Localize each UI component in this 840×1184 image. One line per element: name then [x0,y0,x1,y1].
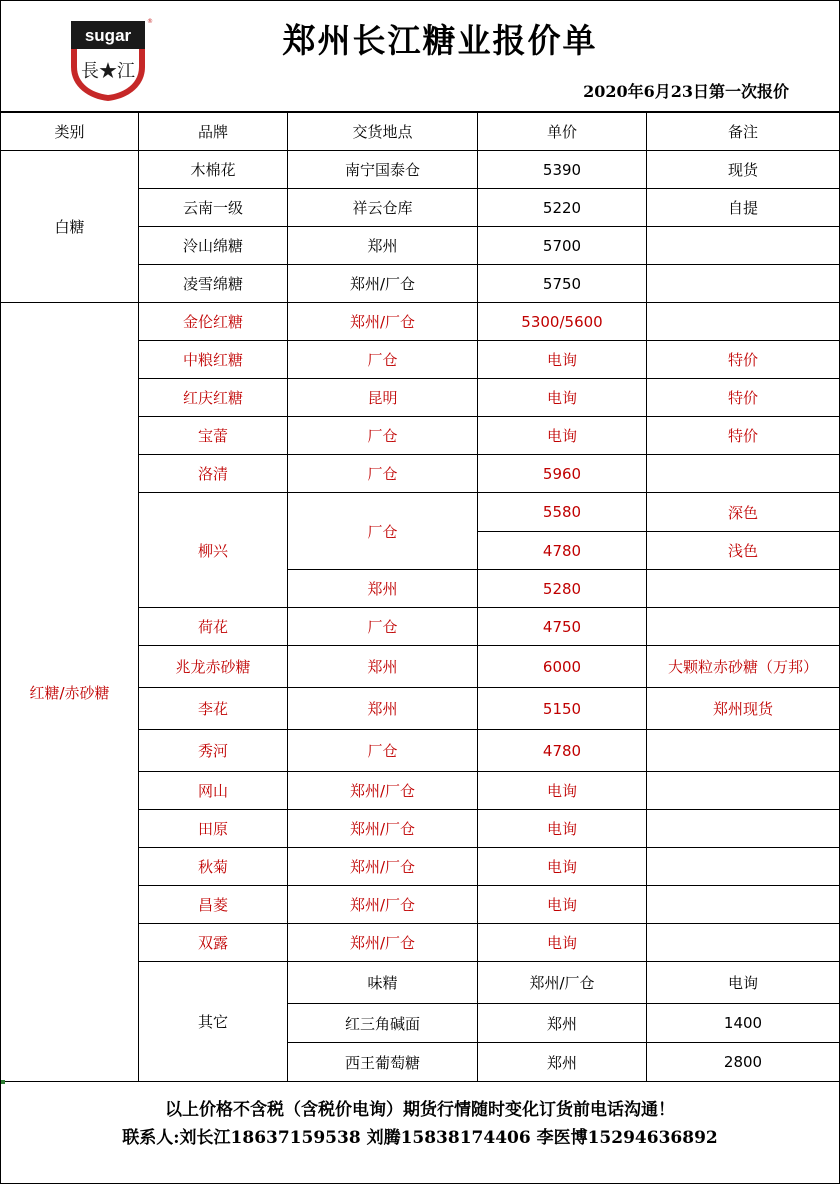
price-table [0,112,840,1082]
note-cell [647,886,840,924]
note-cell [647,570,840,608]
price-cell: 5280 [478,570,647,608]
logo-brand-text: sugar [84,26,132,45]
brand-cell: 双露 [139,924,288,962]
price-cell: 2800 [647,1043,840,1082]
location-cell: 祥云仓库 [288,189,478,227]
location-cell: 郑州 [288,570,478,608]
note-cell [647,608,840,646]
quote-date: 2020年6月23日第一次报价 [583,82,789,101]
price-cell: 5750 [478,265,647,303]
brand-cell: 秀河 [139,730,288,772]
location-cell: 郑州/厂仓 [288,303,478,341]
header-price: 单价 [478,113,647,151]
header-note: 备注 [647,113,840,151]
location-cell: 郑州 [478,1043,647,1082]
price-cell: 电询 [478,417,647,455]
note-cell: 现货 [647,151,840,189]
note-cell: 特价 [647,417,840,455]
brand-cell: 味精 [288,962,478,1004]
note-cell [647,265,840,303]
brand-cell: 凌雪绵糖 [139,265,288,303]
note-cell [647,730,840,772]
note-cell [647,848,840,886]
header-category: 类别 [1,113,139,151]
location-cell: 郑州/厂仓 [288,924,478,962]
brand-cell: 昌菱 [139,886,288,924]
category-cell: 其它 [139,962,288,1082]
footer-notes [1,1096,839,1152]
brand-cell: 中粮红糖 [139,341,288,379]
location-cell: 郑州 [288,688,478,730]
logo-sub-text: 長★江 [81,61,135,82]
price-cell: 电询 [478,772,647,810]
note-cell [647,924,840,962]
category-cell: 红糖/赤砂糖 [1,303,139,1082]
price-cell: 5700 [478,227,647,265]
category-cell: 白糖 [1,151,139,303]
brand-cell: 秋菊 [139,848,288,886]
location-cell: 郑州/厂仓 [288,772,478,810]
brand-cell: 云南一级 [139,189,288,227]
sheet-header [1,1,839,112]
price-cell: 6000 [478,646,647,688]
brand-cell: 网山 [139,772,288,810]
note-cell: 郑州现货 [647,688,840,730]
registered-mark: ® [147,18,153,25]
note-cell [647,455,840,493]
location-cell: 厂仓 [288,608,478,646]
brand-cell: 金伦红糖 [139,303,288,341]
price-cell: 5150 [478,688,647,730]
note-cell: 大颗粒赤砂糖（万邦） [647,646,840,688]
page-title: 郑州长江糖业报价单 [282,21,598,60]
location-cell: 郑州 [288,646,478,688]
note-cell: 深色 [647,493,840,532]
table-row [1,151,840,189]
price-cell: 电询 [478,886,647,924]
note-cell: 浅色 [647,532,840,570]
note-cell: 特价 [647,341,840,379]
location-cell: 厂仓 [288,455,478,493]
location-cell: 郑州/厂仓 [288,848,478,886]
price-cell: 电询 [478,379,647,417]
price-cell: 5300/5600 [478,303,647,341]
price-cell: 1400 [647,1004,840,1043]
brand-cell: 泠山绵糖 [139,227,288,265]
price-cell: 4780 [478,730,647,772]
price-cell: 5220 [478,189,647,227]
price-cell: 电询 [478,924,647,962]
footer-contacts: 联系人:刘长江18637159538 刘腾15838174406 李医博15294636892 [122,1128,718,1148]
brand-cell: 红三角碱面 [288,1004,478,1043]
brand-cell: 洛清 [139,455,288,493]
note-cell [647,227,840,265]
brand-cell: 柳兴 [139,493,288,608]
brand-cell: 宝蕾 [139,417,288,455]
location-cell: 厂仓 [288,341,478,379]
price-cell: 5390 [478,151,647,189]
brand-cell: 红庆红糖 [139,379,288,417]
table-row [1,303,840,341]
brand-cell: 兆龙赤砂糖 [139,646,288,688]
cell-marker [1,1080,5,1084]
price-cell: 电询 [478,341,647,379]
note-cell [647,810,840,848]
location-cell: 郑州 [478,1004,647,1043]
location-cell: 郑州/厂仓 [478,962,647,1004]
location-cell: 厂仓 [288,493,478,570]
brand-cell: 荷花 [139,608,288,646]
location-cell: 昆明 [288,379,478,417]
note-cell [647,772,840,810]
brand-cell: 田原 [139,810,288,848]
price-cell: 4780 [478,532,647,570]
price-cell: 5960 [478,455,647,493]
brand-cell: 李花 [139,688,288,730]
price-cell: 电询 [647,962,840,1004]
location-cell: 郑州/厂仓 [288,886,478,924]
note-cell: 特价 [647,379,840,417]
location-cell: 郑州/厂仓 [288,810,478,848]
header-brand: 品牌 [139,113,288,151]
location-cell: 郑州 [288,227,478,265]
note-cell [647,303,840,341]
location-cell: 厂仓 [288,730,478,772]
header-location: 交货地点 [288,113,478,151]
brand-cell: 西王葡萄糖 [288,1043,478,1082]
location-cell: 南宁国泰仓 [288,151,478,189]
price-cell: 4750 [478,608,647,646]
price-cell: 5580 [478,493,647,532]
price-cell: 电询 [478,810,647,848]
location-cell: 郑州/厂仓 [288,265,478,303]
brand-cell: 木棉花 [139,151,288,189]
table-header-row [1,113,840,151]
note-cell: 自提 [647,189,840,227]
footer-disclaimer: 以上价格不含税（含税价电询）期货行情随时变化订货前电话沟通！ [165,1100,675,1120]
location-cell: 厂仓 [288,417,478,455]
price-cell: 电询 [478,848,647,886]
